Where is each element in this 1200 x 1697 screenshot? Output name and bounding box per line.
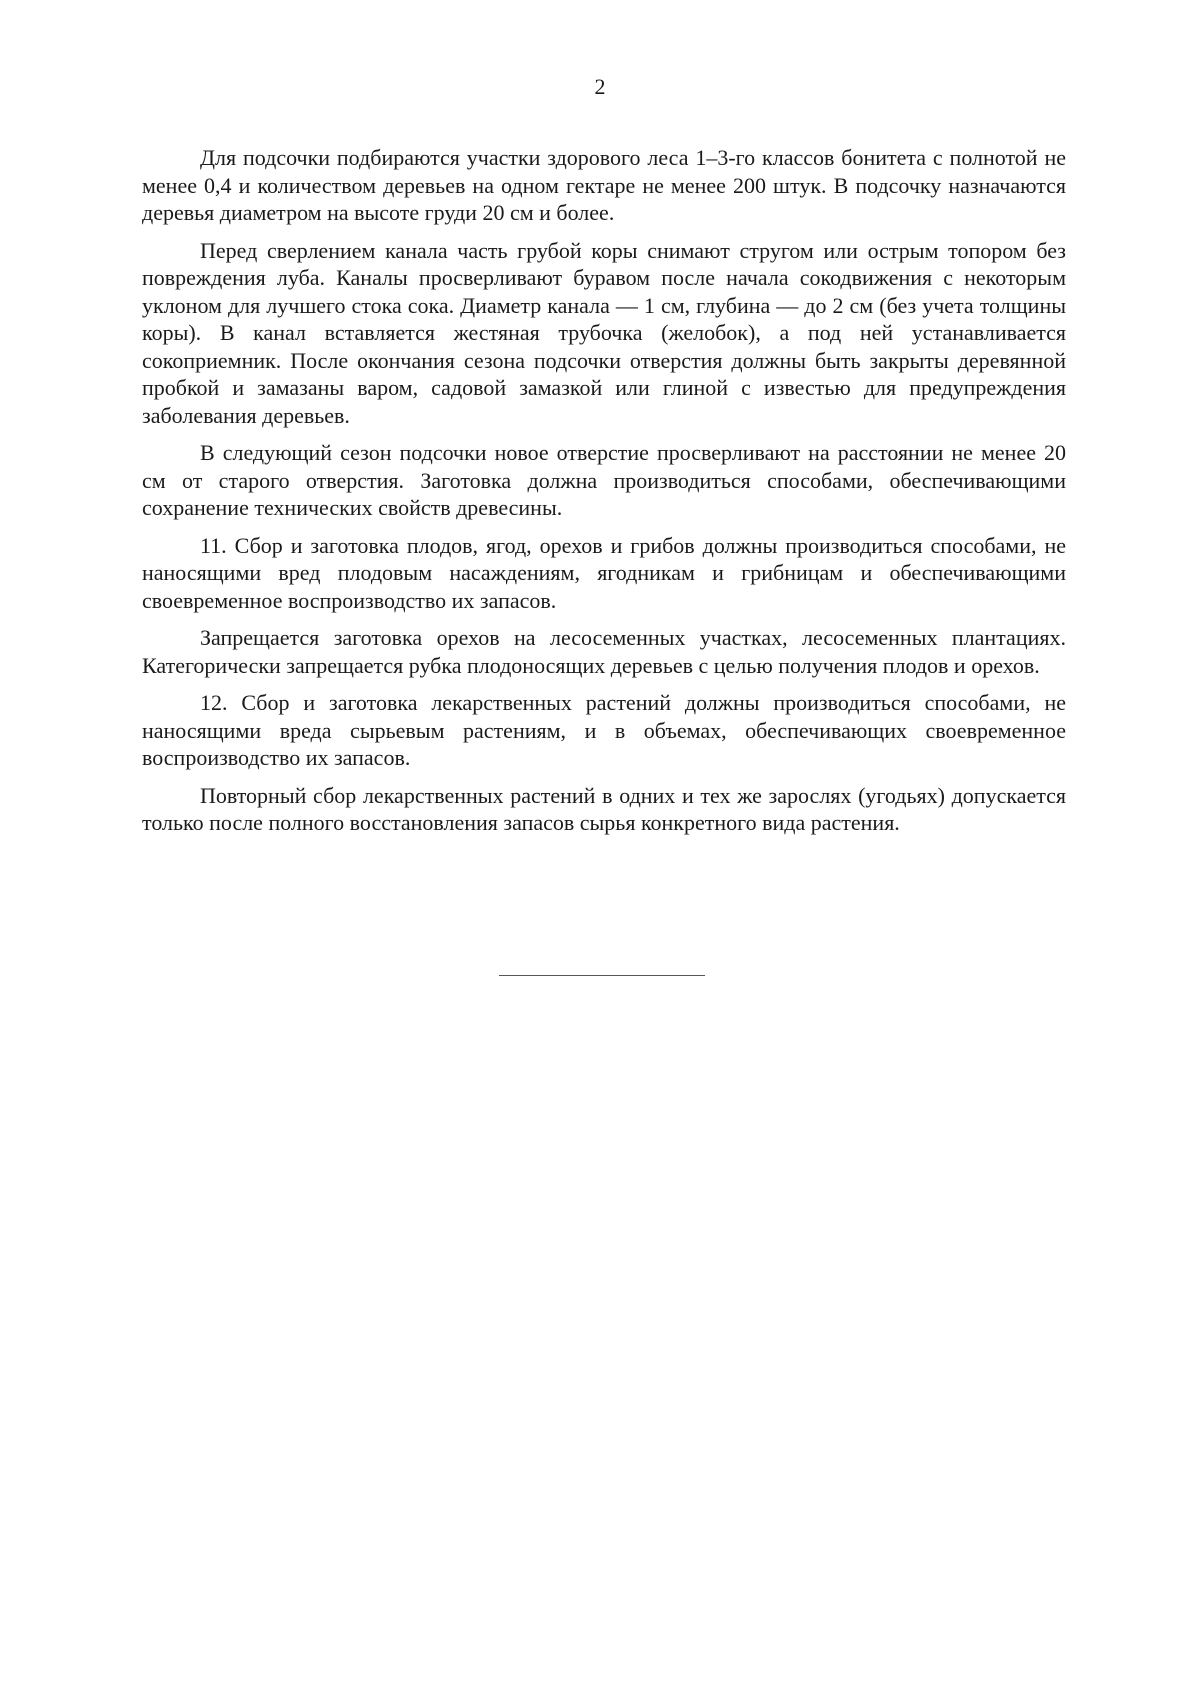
paragraph-item-12: 12. Сбор и заготовка лекарственных растений должны производиться способами, не наносящими вреда сырьевым растениям, и в объемах, обеспечивающих своевременное воспроизводство их запасов. <box>142 690 1066 770</box>
end-of-document-rule <box>499 975 705 976</box>
paragraph-nut-prohibition: Запрещается заготовка орехов на лесосеменных участках, лесосеменных плантациях. Категорически запрещается рубка плодоносящих деревьев с целью получения плодов и орехов. <box>142 625 1066 678</box>
paragraph-item-11: 11. Сбор и заготовка плодов, ягод, орехов и грибов должны производиться способами, не наносящими вред плодовым насаждениям, ягодникам и грибницам и обеспечивающими своевременное воспроизводство их запасов. <box>142 532 1066 613</box>
document-body <box>142 144 1066 847</box>
paragraph-repeat-collection: Повторный сбор лекарственных растений в одних и тех же зарослях (угодьях) допускается только после полного восстановления запасов сырья конкретного вида растения. <box>142 782 1066 835</box>
paragraph-next-season: В следующий сезон подсочки новое отверстие просверливают на расстоянии не менее 20 см от старого отверстия. Заготовка должна производиться способами, обеспечивающими сохранение технических свойств древесины. <box>142 440 1066 520</box>
paragraph-drilling-channel: Перед сверлением канала часть грубой коры снимают стругом или острым топором без повреждения луба. Каналы просверливают буравом после начала сокодвижения с некоторым уклоном для лучшего стока сока. Диаметр канала — 1 см, глубина — до 2 см (без учета толщины коры). В канал вставляется жестяная трубочка (желобок), а под ней устанавливается сокоприемник. После окончания сезона подсочки отверстия должны быть закрыты деревянной пробкой и замазаны варом, садовой замазкой или глиной с известью для предупреждения заболевания деревьев. <box>142 237 1066 428</box>
paragraph-tapping-sites: Для подсочки подбираются участки здорового леса 1–3-го классов бонитета с полнотой не менее 0,4 и количеством деревьев на одном гектаре не менее 200 штук. В подсочку назначаются деревья диаметром на высоте груди 20 см и более. <box>142 145 1066 225</box>
page-number: 2 <box>594 74 606 99</box>
